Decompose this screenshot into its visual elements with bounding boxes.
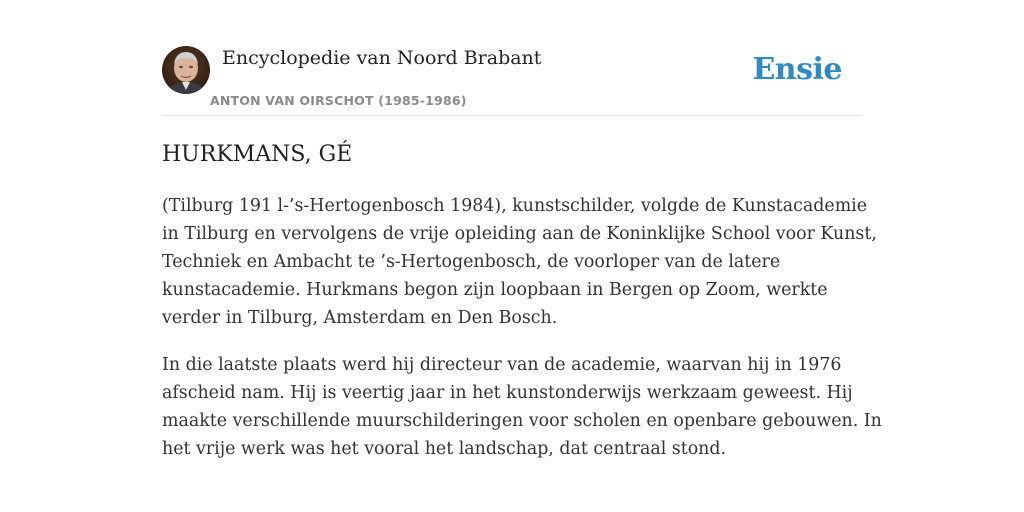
source-title[interactable]: Encyclopedie van Noord Brabant bbox=[222, 47, 542, 69]
text-line: Techniek en Ambacht te ’s-Hertogenbosch, de voorloper van de latere bbox=[162, 252, 781, 272]
text-line: afscheid nam. Hij is veertig jaar in het kunstonderwijs werkzaam geweest. Hij bbox=[162, 383, 853, 403]
article-body bbox=[162, 192, 882, 482]
text-line: In die laatste plaats werd hij directeur van de academie, waarvan hij in 1976 bbox=[162, 355, 842, 375]
text-line: in Tilburg en vervolgens de vrije opleiding aan de Koninklijke School voor Kunst, bbox=[162, 224, 877, 244]
author-name[interactable]: ANTON VAN OIRSCHOT (1985-1986) bbox=[210, 93, 467, 108]
text-line: maakte verschillende muurschilderingen voor scholen en openbare gebouwen. In bbox=[162, 411, 882, 431]
brand-logo[interactable]: Ensie bbox=[752, 52, 842, 87]
author-avatar[interactable] bbox=[162, 46, 210, 94]
text-line: verder in Tilburg, Amsterdam en Den Bosch. bbox=[162, 308, 558, 328]
text-line: kunstacademie. Hurkmans begon zijn loopbaan in Bergen op Zoom, werkte bbox=[162, 280, 828, 300]
text-line: (Tilburg 191 l-’s-Hertogenbosch 1984), kunstschilder, volgde de Kunstacademie bbox=[162, 196, 868, 216]
paragraph bbox=[162, 351, 882, 463]
article-title: HURKMANS, GÉ bbox=[162, 142, 353, 167]
text-line: het vrije werk was het vooral het landschap, dat centraal stond. bbox=[162, 439, 727, 459]
paragraph bbox=[162, 192, 877, 332]
avatar-portrait-icon bbox=[162, 46, 210, 94]
header bbox=[162, 46, 862, 116]
